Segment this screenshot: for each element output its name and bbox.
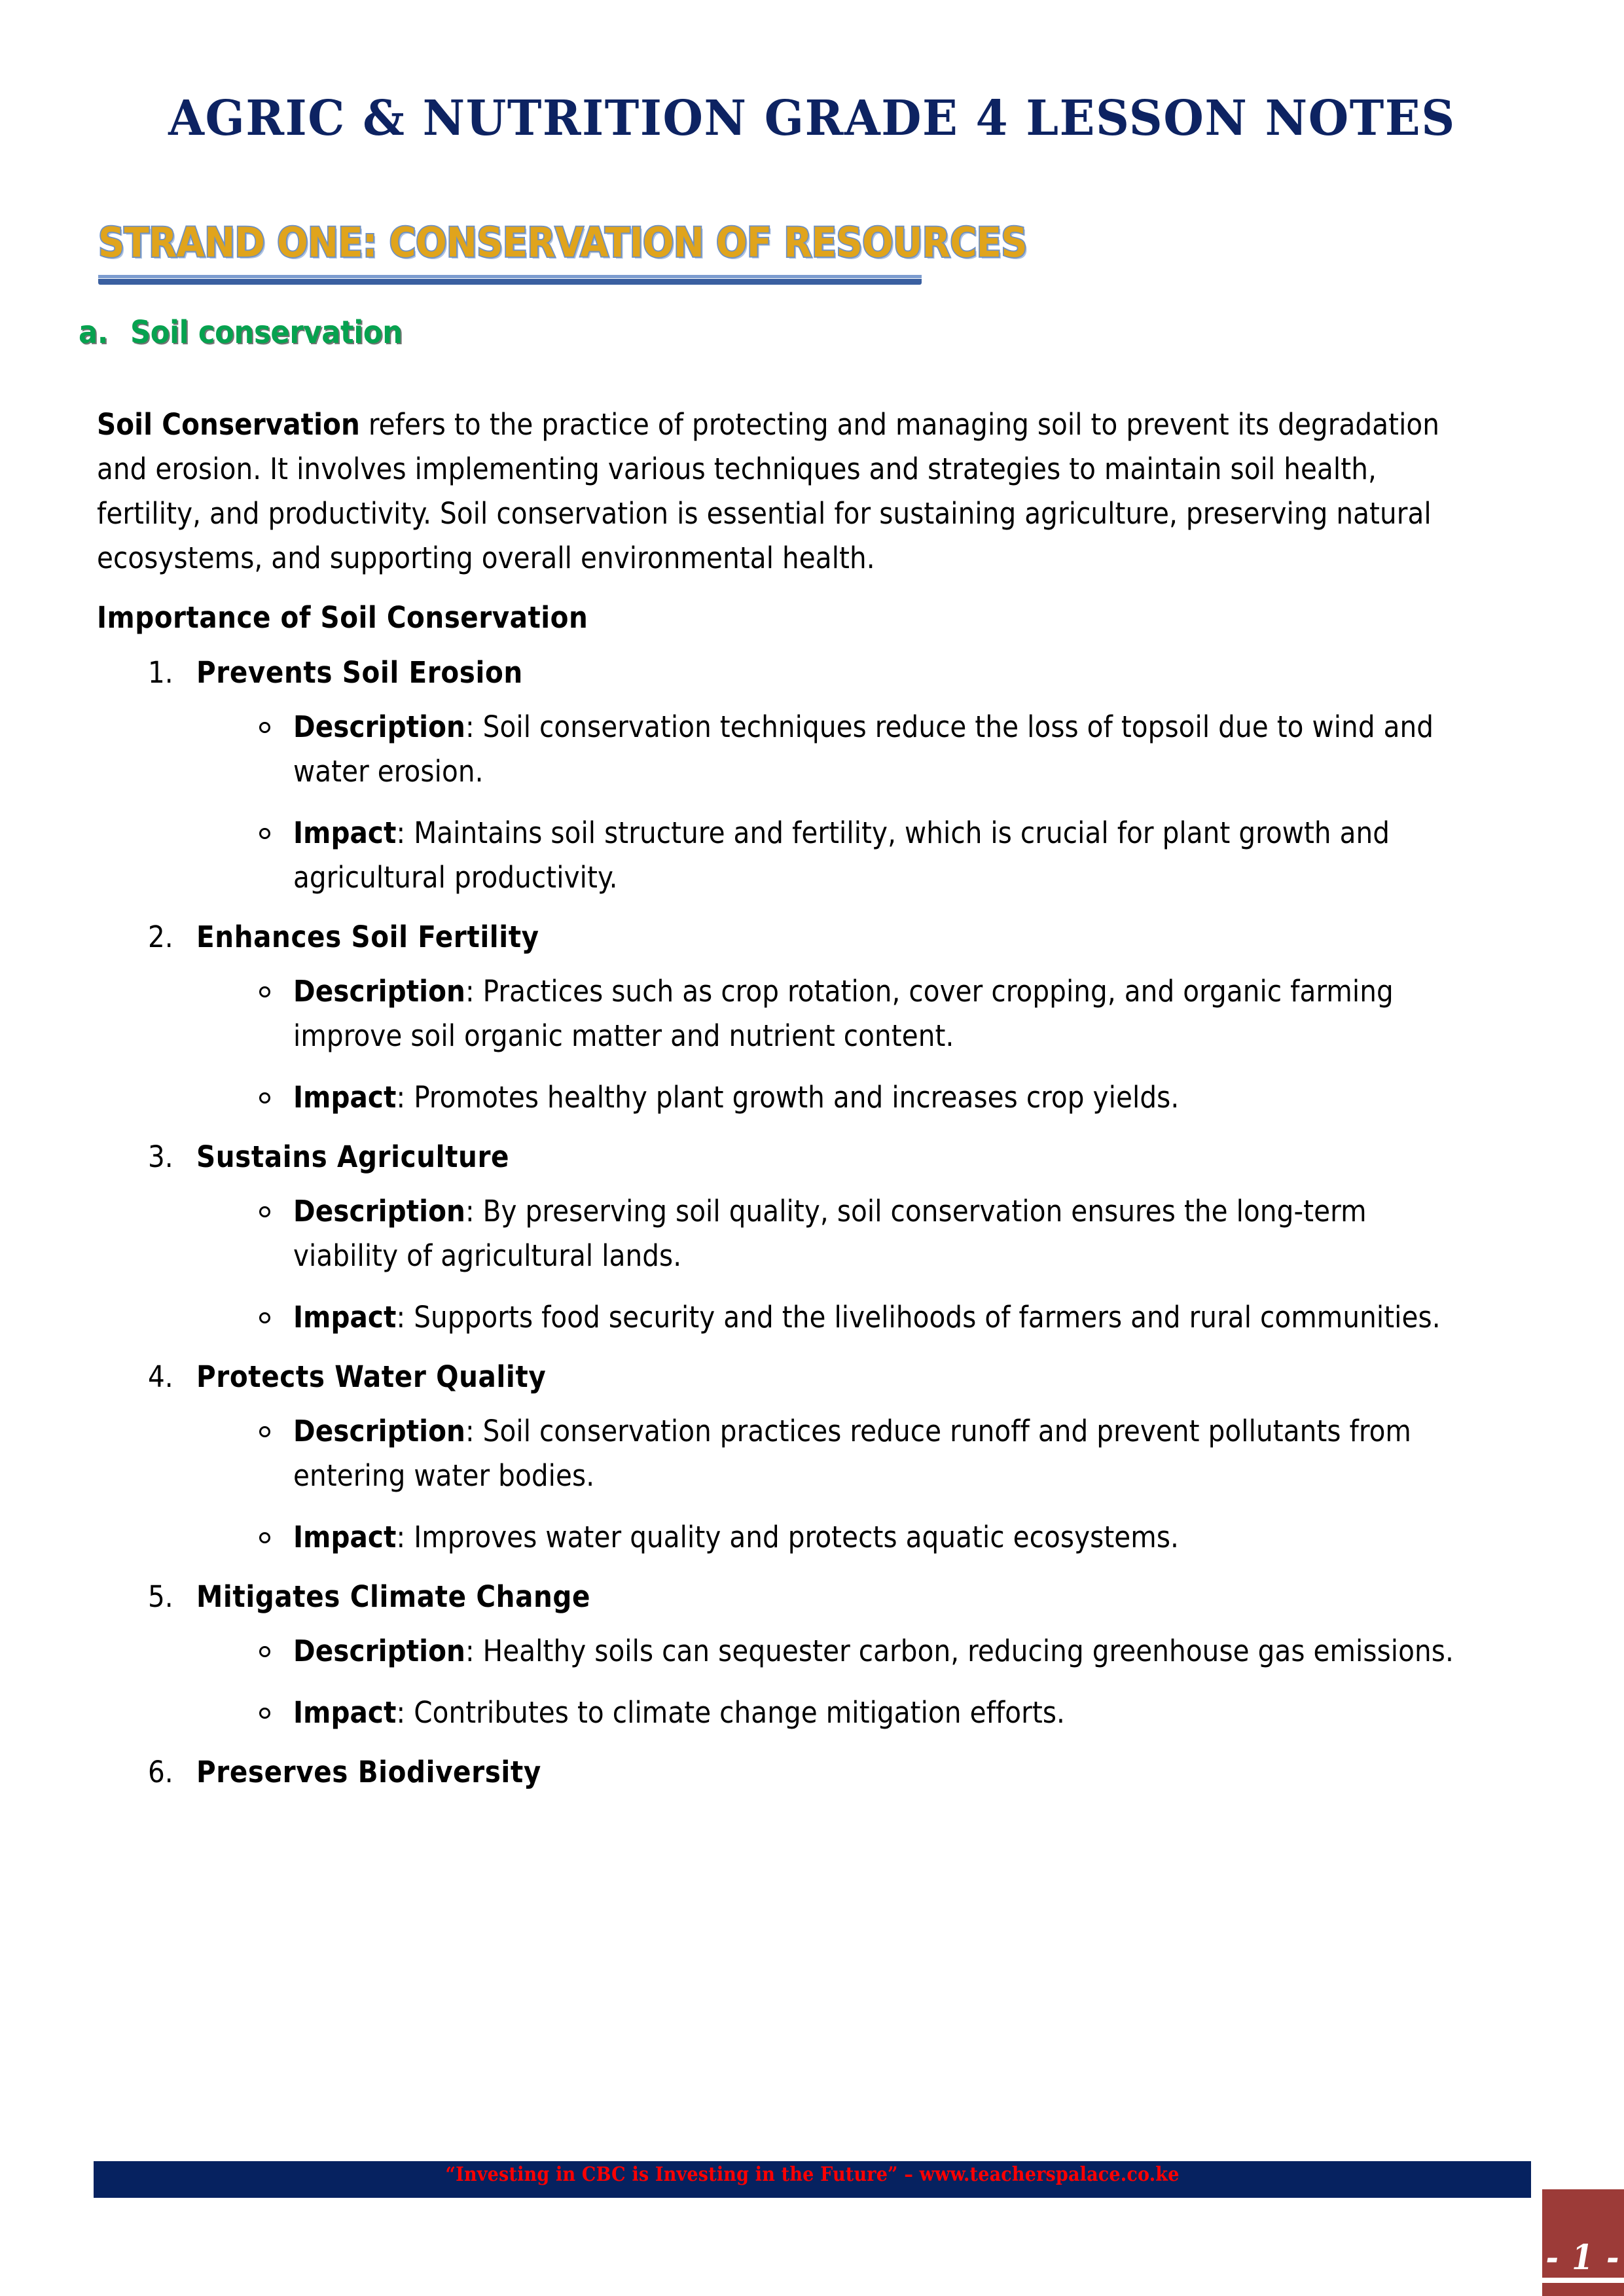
numbered-item: [97, 1577, 1455, 1735]
sub-bullet: [196, 1189, 1455, 1278]
strand-heading: STRAND ONE: CONSERVATION OF RESOURCES: [98, 219, 1028, 266]
numbered-item: [97, 1357, 1455, 1560]
sub-bullet-list: [196, 1629, 1455, 1735]
footer-bar: [94, 2161, 1531, 2198]
sub-bullet-label: Impact: [293, 1520, 397, 1554]
topic-heading-row: [79, 314, 403, 351]
sub-bullet-list: [196, 1409, 1455, 1560]
strand-underline-dark: [98, 279, 922, 285]
sub-bullet-body: : Maintains soil structure and fertility, which is crucial for plant growth and agricultural productivity.: [293, 816, 1390, 895]
sub-bullet-label: Impact: [293, 1080, 397, 1115]
sub-bullet-label: Impact: [293, 1300, 397, 1335]
hollow-circle-bullet-icon: [259, 986, 270, 997]
strand-underline-light: [98, 275, 922, 278]
sub-bullet-body: : Contributes to climate change mitigation efforts.: [396, 1695, 1065, 1730]
sub-bullet-text: [293, 1194, 1367, 1273]
hollow-circle-bullet-icon: [259, 722, 270, 733]
item-number: 1.: [148, 655, 173, 690]
footer-tagline: “Investing in CBC is Investing in the Future” – www.teacherspalace.co.ke: [445, 2163, 1180, 2186]
hollow-circle-bullet-icon: [259, 1426, 270, 1437]
sub-bullet: [196, 1629, 1455, 1674]
page-number-rule: [1542, 2278, 1624, 2283]
sub-bullet-list: [196, 969, 1455, 1120]
hollow-circle-bullet-icon: [259, 1092, 270, 1103]
numbered-item: [97, 653, 1455, 900]
sub-bullet-text: [293, 816, 1390, 895]
numbered-item: [97, 1137, 1455, 1340]
section-heading: Importance of Soil Conservation: [97, 600, 588, 635]
sub-bullet: [196, 1691, 1455, 1735]
sub-bullet-label: Description: [293, 1194, 465, 1229]
sub-bullet-text: [293, 1695, 1065, 1730]
sub-bullet-list: [196, 705, 1455, 900]
sub-bullet: [196, 969, 1455, 1058]
sub-bullet: [196, 1409, 1455, 1498]
sub-bullet-label: Description: [293, 1634, 465, 1668]
page-number-badge: [1542, 2189, 1624, 2296]
sub-bullet-text: [293, 1520, 1179, 1554]
sub-bullet: [196, 1075, 1455, 1120]
hollow-circle-bullet-icon: [259, 1206, 270, 1217]
item-number: 6.: [148, 1755, 173, 1789]
hollow-circle-bullet-icon: [259, 1646, 270, 1657]
sub-bullet-body: : Supports food security and the livelihoods of farmers and rural communities.: [396, 1300, 1441, 1335]
sub-bullet-text: [293, 974, 1394, 1053]
document-body: [97, 403, 1455, 1799]
item-title: Sustains Agriculture: [196, 1139, 510, 1174]
sub-bullet-text: [293, 709, 1434, 789]
numbered-item: [97, 1752, 1455, 1793]
sub-bullet-body: : Practices such as crop rotation, cover cropping, and organic farming improve soil organic matter and nutrient content.: [293, 974, 1394, 1053]
intro-paragraph: [97, 403, 1455, 581]
sub-bullet-text: [293, 1414, 1411, 1493]
sub-bullet-label: Impact: [293, 816, 397, 850]
item-title: Protects Water Quality: [196, 1359, 547, 1394]
item-title: Enhances Soil Fertility: [196, 920, 539, 954]
sub-bullet-body: : Soil conservation techniques reduce the loss of topsoil due to wind and water erosion.: [293, 709, 1434, 789]
sub-bullet-body: : Soil conservation practices reduce runoff and prevent pollutants from entering water bodies.: [293, 1414, 1411, 1493]
sub-bullet-body: : Healthy soils can sequester carbon, reducing greenhouse gas emissions.: [465, 1634, 1454, 1668]
document-title: AGRIC & NUTRITION GRADE 4 LESSON NOTES: [168, 90, 1456, 147]
hollow-circle-bullet-icon: [259, 828, 270, 839]
sub-bullet-label: Description: [293, 1414, 465, 1448]
sub-bullet-text: [293, 1080, 1179, 1115]
sub-bullet-label: Description: [293, 974, 465, 1009]
intro-body-text: refers to the practice of protecting and managing soil to prevent its degradation and erosion. It involves implementing various techniques and strategies to maintain soil health, fertility, and productivity. Soil conservation is essential for sustaining agriculture, preserving natural ecosystems, and supporting overall environmental health.: [97, 407, 1440, 575]
item-number: 4.: [148, 1359, 173, 1394]
hollow-circle-bullet-icon: [259, 1708, 270, 1719]
topic-heading-label: Soil conservation: [130, 314, 403, 351]
sub-bullet: [196, 705, 1455, 794]
sub-bullet-body: : Promotes healthy plant growth and increases crop yields.: [396, 1080, 1180, 1115]
sub-bullet: [196, 1515, 1455, 1560]
sub-bullet-body: : Improves water quality and protects aquatic ecosystems.: [396, 1520, 1179, 1554]
sub-bullet-list: [196, 1189, 1455, 1340]
sub-bullet-label: Description: [293, 709, 465, 744]
sub-bullet-text: [293, 1300, 1441, 1335]
intro-lead-term: Soil Conservation: [97, 407, 360, 442]
sub-bullet-text: [293, 1634, 1454, 1668]
item-title: Mitigates Climate Change: [196, 1579, 591, 1614]
sub-bullet-label: Impact: [293, 1695, 397, 1730]
item-title: Preserves Biodiversity: [196, 1755, 541, 1789]
hollow-circle-bullet-icon: [259, 1532, 270, 1543]
item-title: Prevents Soil Erosion: [196, 655, 523, 690]
item-number: 5.: [148, 1579, 173, 1614]
item-number: 3.: [148, 1139, 173, 1174]
item-number: 2.: [148, 920, 173, 954]
sub-bullet: [196, 1295, 1455, 1340]
sub-bullet: [196, 811, 1455, 900]
page-number: - 1 -: [1545, 2238, 1621, 2278]
hollow-circle-bullet-icon: [259, 1312, 270, 1323]
numbered-item: [97, 917, 1455, 1120]
strand-heading-group: [98, 219, 1027, 266]
sub-bullet-body: : By preserving soil quality, soil conservation ensures the long-term viability of agricultural lands.: [293, 1194, 1367, 1273]
topic-marker: a.: [79, 314, 108, 351]
